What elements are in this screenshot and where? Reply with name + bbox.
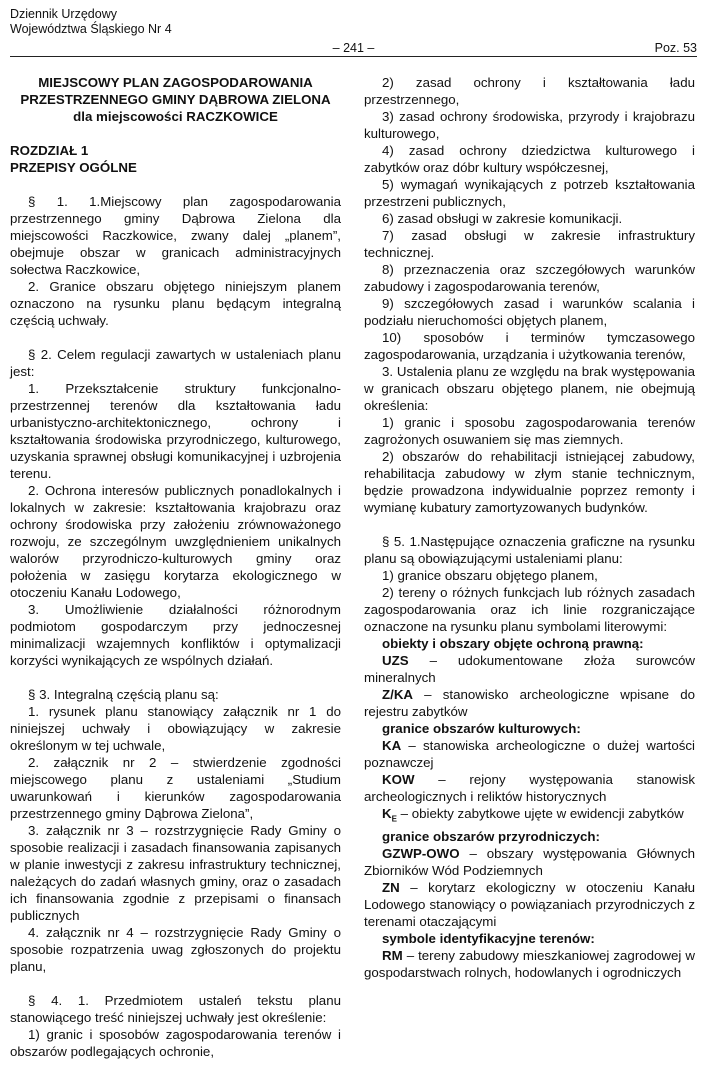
paragraph: 2. załącznik nr 2 – stwierdzenie zgodności miejscowego planu z ustaleniami „Studium uwarunkowań i kierunków zagospodarowania przestrzennego gminy Dąbrowa Zielona”, xyxy=(10,755,341,821)
legend-symbol-main: K xyxy=(382,806,392,821)
legend-entry xyxy=(364,947,695,981)
legend-entry xyxy=(364,737,695,771)
paragraph: § 5. 1.Następujące oznaczenia graficzne na rysunku planu są obowiązującymi ustaleniami planu: xyxy=(364,534,695,566)
paragraph: 3) zasad ochrony środowiska, przyrody i krajobrazu kulturowego, xyxy=(364,109,695,141)
legend-description: – stanowiska archeologiczne o dużej wartości poznawczej xyxy=(364,738,695,770)
paragraph: § 4. 1. Przedmiotem ustaleń tekstu planu stanowiącego treść niniejszej uchwały jest określenie: xyxy=(10,993,341,1025)
left-column xyxy=(10,74,341,1060)
title-line-3: dla miejscowości RACZKOWICE xyxy=(73,109,278,124)
journal-line-2: Województwa Śląskiego Nr 4 xyxy=(10,22,172,36)
paragraph: 3. Umożliwienie działalności różnorodnym podmiotom gospodarczym przy jednoczesnej minimalizacji wzajemnych konfliktów i optymalizacji korzyści wynikających ze wspólnych działań. xyxy=(10,602,341,668)
paragraph: 7) zasad obsługi w zakresie infrastruktury technicznej. xyxy=(364,228,695,260)
paragraph: 1. rysunek planu stanowiący załącznik nr 1 do niniejszej uchwały i obowiązujący w zakresie określonym w tej uchwale, xyxy=(10,704,341,753)
legend-symbol: GZWP-OWO xyxy=(382,845,460,861)
paragraph: 8) przeznaczenia oraz szczegółowych warunków zabudowy i zagospodarowania terenów, xyxy=(364,262,695,294)
legend-symbol: KA xyxy=(382,738,402,753)
paragraph: 2) obszarów do rehabilitacji istniejącej zabudowy, rehabilitacja zabudowy w złym stanie technicznym, będzie prowadzona indywidualnie poprzez remonty i wymianę kubatury zamortyzowanych budynków. xyxy=(364,449,695,515)
legend-entry xyxy=(364,652,695,686)
header-rule xyxy=(10,56,697,57)
legend-description: – udokumentowane złoża surowców mineralnych xyxy=(364,653,695,685)
paragraph: § 1. 1.Miejscowy plan zagospodarowania przestrzennego gminy Dąbrowa Zielona dla miejscowości Raczkowice, zwany dalej „planem”, obejmuje obszar w granicach administracyjnych sołectwa Raczkowice, xyxy=(10,194,341,277)
legend-group-heading: granice obszarów przyrodniczych: xyxy=(382,828,600,844)
paragraph: 4) zasad ochrony dziedzictwa kulturowego i zabytków oraz dóbr kultury współczesnej, xyxy=(364,143,695,175)
legend-entry xyxy=(364,686,695,720)
paragraph: § 2. Celem regulacji zawartych w ustaleniach planu jest: xyxy=(10,347,341,379)
legend-entry xyxy=(364,805,695,828)
legend-description: – korytarz ekologiczny w otoczeniu Kanału Lodowego stanowiący o powiązaniach przyrodniczych z terenami otaczającymi xyxy=(364,879,695,929)
legend-entry xyxy=(364,845,695,879)
legend-symbol: ZN xyxy=(382,879,400,895)
paragraph: 5) wymagań wynikających z potrzeb kształtowania przestrzeni publicznych, xyxy=(364,177,695,209)
paragraph: 1) granice obszaru objętego planem, xyxy=(382,568,598,583)
paragraph: 10) sposobów i terminów tymczasowego zagospodarowania, urządzania i użytkowania terenów, xyxy=(364,330,695,362)
journal-line-1: Dziennik Urzędowy xyxy=(10,7,117,21)
legend-symbol-subscript: E xyxy=(391,814,397,824)
title-line-1: MIEJSCOWY PLAN ZAGOSPODAROWANIA xyxy=(38,75,313,90)
legend-symbol: Z/KA xyxy=(382,687,414,702)
legend-description: – rejony występowania stanowisk archeologicznych i reliktów historycznych xyxy=(364,772,695,804)
paragraph: 3. Ustalenia planu ze względu na brak występowania w granicach obszaru objętego planem, nie obejmują określenia: xyxy=(364,364,695,413)
chapter-title: PRZEPISY OGÓLNE xyxy=(10,160,137,175)
legend-symbol: KOW xyxy=(382,772,415,787)
right-column xyxy=(364,74,695,981)
legend-description: – obiekty zabytkowe ujęte w ewidencji zabytków xyxy=(396,806,684,821)
chapter-heading xyxy=(10,142,341,176)
legend-description: – stanowisko archeologiczne wpisane do rejestru zabytków xyxy=(364,687,695,719)
legend-description: – obszary występowania Głównych Zbiorników Wód Podziemnych xyxy=(364,845,695,878)
paragraph: 1. Przekształcenie struktury funkcjonalno-przestrzennej terenów dla kształtowania ładu urbanistyczno-architektonicznego, ochrony i kształtowania środowiska przyrodniczego, kulturowego, uzyskania sprawnej obsługi komunikacyjnej i uzbrojenia terenu. xyxy=(10,381,341,481)
paragraph: 6) zasad obsługi w zakresie komunikacji. xyxy=(382,211,623,226)
legend-group-heading: granice obszarów kulturowych: xyxy=(382,721,581,736)
paragraph: 1) granic i sposobu zagospodarowania terenów zagrożonych osuwaniem się mas ziemnych. xyxy=(364,415,695,447)
paragraph: 3. załącznik nr 3 – rozstrzygnięcie Rady Gminy o sposobie realizacji i zasadach finansowania zapisanych w planie inwestycji z zakresu infrastruktury technicznej, należących do zadań własnych gminy, oraz o zasadach ich finansowania zgodnie z przepisami o finansach publicznych xyxy=(10,823,341,923)
legend-entry xyxy=(364,879,695,930)
paragraph: 1) granic i sposobów zagospodarowania terenów i obszarów podlegających ochronie, xyxy=(10,1027,341,1059)
paragraph: 2. Granice obszaru objętego niniejszym planem oznaczono na rysunku planu będącym integralną częścią uchwały. xyxy=(10,279,341,328)
journal-name xyxy=(10,7,172,37)
paragraph: 2) tereny o różnych funkcjach lub różnych zasadach zagospodarowania oraz ich linie rozgraniczające oznaczone na rysunku planu symbolami literowymi: xyxy=(364,585,695,634)
legend-group-heading: symbole identyfikacyjne terenów: xyxy=(382,930,595,946)
paragraph: 9) szczegółowych zasad i warunków scalania i podziału nieruchomości objętych planem, xyxy=(364,296,695,328)
paragraph: 4. załącznik nr 4 – rozstrzygnięcie Rady Gminy o sposobie rozpatrzenia uwag zgłoszonych do projektu planu, xyxy=(10,925,341,974)
page-number: – 241 – xyxy=(332,41,375,55)
title-line-2: PRZESTRZENNEGO GMINY DĄBROWA ZIELONA xyxy=(20,92,331,107)
legend-entry xyxy=(364,771,695,805)
paragraph: 2) zasad ochrony i kształtowania ładu przestrzennego, xyxy=(364,75,695,107)
paragraph: 2. Ochrona interesów publicznych ponadlokalnych i lokalnych w zakresie: kształtowania krajobrazu oraz ochrony środowiska przy założeniu zrównoważonego rozwoju, ze szczególnym uwzględnieniem unikalnych walorów przyrodniczo-kulturowych gminy oraz położenia w zasięgu korytarza ekologicznego w otoczeniu Kanału Lodowego, xyxy=(10,483,341,600)
chapter-number: ROZDZIAŁ 1 xyxy=(10,143,89,158)
legend-symbol xyxy=(382,806,397,824)
legend-description: – tereny zabudowy mieszkaniowej zagrodowej w gospodarstwach rolnych, hodowlanych i ogrodniczych xyxy=(364,947,695,980)
position-number: Poz. 53 xyxy=(654,41,697,55)
page-header xyxy=(10,7,697,55)
document-title xyxy=(10,74,341,125)
legend-symbol: UZS xyxy=(382,653,409,668)
paragraph: § 3. Integralną częścią planu są: xyxy=(28,687,219,702)
legend-group-heading: obiekty i obszary objęte ochroną prawną: xyxy=(382,636,644,651)
legend-symbol: RM xyxy=(382,947,403,963)
